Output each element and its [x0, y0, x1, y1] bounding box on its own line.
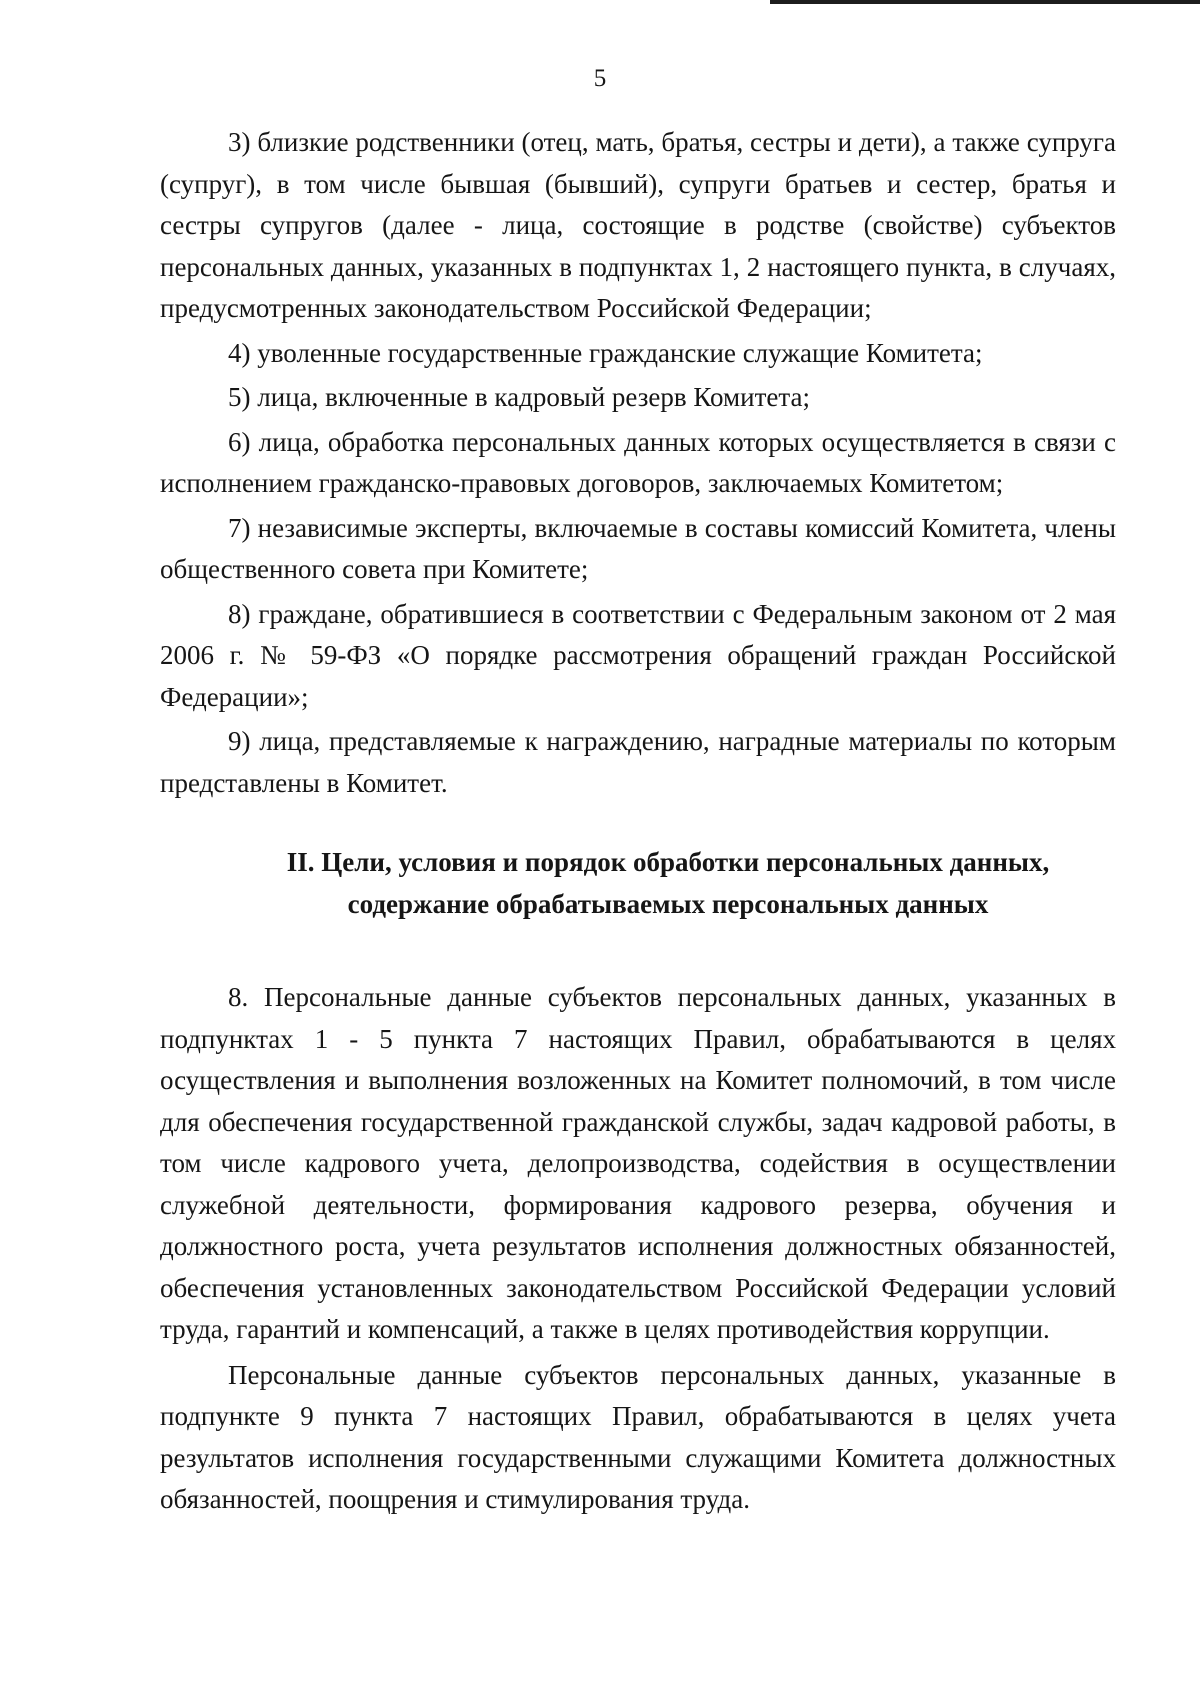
- scan-edge-line: [770, 0, 1200, 4]
- section-body: [160, 977, 1116, 1521]
- list-item-8: 8) граждане, обратившиеся в соответствии с Федеральным законом от 2 мая 2006 г. № 59-ФЗ «О порядке рассмотрения обращений граждан Российской Федерации»;: [160, 598, 1116, 712]
- section-heading: [160, 842, 1116, 925]
- paragraph-8: 8. Персональные данные субъектов персональных данных, указанных в подпунктах 1 - 5 пункта 7 настоящих Правил, обрабатываются в целях осуществления и выполнения возложенных на Комитет полномочий, в том числе для обеспечения государственной гражданской службы, задач кадровой работы, в том числе кадрового учета, делопроизводства, содействия в осуществлении служебной деятельности, формирования кадрового резерва, обучения и должностного роста, учета результатов исполнения должностных обязанностей, обеспечения установленных законодательством Российской Федерации условий труда, гарантий и компенсаций, а также в целях противодействия коррупции.: [160, 982, 1116, 1344]
- list-item-9: 9) лица, представляемые к награждению, наградные материалы по которым представлены в Комитет.: [160, 726, 1116, 798]
- list-item-6: 6) лица, обработка персональных данных которых осуществляется в связи с исполнением гражданско-правовых договоров, заключаемых Комитетом;: [160, 426, 1116, 498]
- list-item-3: 3) близкие родственники (отец, мать, братья, сестры и дети), а также супруга (супруг), в том числе бывшая (бывший), супруги братьев и сестер, братья и сестры супругов (далее - лица, состоящие в родстве (свойстве) субъектов персональных данных, указанных в подпунктах 1, 2 настоящего пункта, в случаях, предусмотренных законодательством Российской Федерации;: [160, 127, 1116, 323]
- list-item-7: 7) независимые эксперты, включаемые в составы комиссий Комитета, члены общественного совета при Комитете;: [160, 512, 1116, 584]
- document-body: [160, 122, 1116, 1525]
- list-item-4: 4) уволенные государственные гражданские служащие Комитета;: [228, 337, 983, 368]
- section-heading-line2: содержание обрабатываемых персональных данных: [347, 888, 989, 919]
- section-heading-line1: II. Цели, условия и порядок обработки персональных данных,: [286, 847, 1050, 877]
- paragraph-8-continued: Персональные данные субъектов персональных данных, указанные в подпункте 9 пункта 7 настоящих Правил, обрабатываются в целях учета результатов исполнения государственными служащими Комитета должностных обязанностей, поощрения и стимулирования труда.: [160, 1359, 1116, 1514]
- subjects-list: [160, 122, 1116, 804]
- list-item-5: 5) лица, включенные в кадровый резерв Комитета;: [228, 382, 810, 412]
- page-number: 5: [593, 65, 607, 92]
